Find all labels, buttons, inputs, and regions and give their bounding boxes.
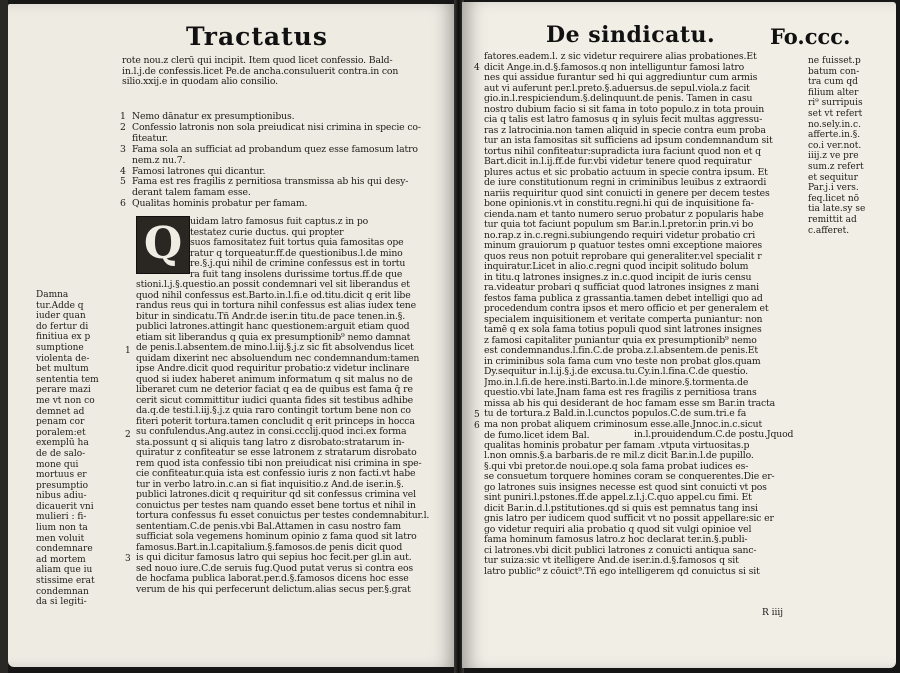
body-line: re.§.j.qui nihil de crimine confessus est in tortu: [190, 259, 406, 269]
body-line: nes qui assidue furantur sed hi qui aggrediuntur cum armis: [484, 73, 758, 83]
body-line: da.q.de testi.l.iij.§.j.z quia raro contingit tortum bene non co: [136, 406, 411, 416]
body-line: de hocfama publica laborat.per.d.§.famosos dicens hoc esse: [136, 574, 409, 584]
summary-list: [120, 112, 444, 210]
body-line: tur an ista famositas sit sufficiens ad ipsum condemnandum sit: [484, 136, 773, 146]
margin-note-line: condemnare: [36, 544, 93, 555]
body-line: tur suiza:sic vt itelligere Ãnd.de iser.in.d.§.famosos q sit: [484, 556, 739, 566]
margin-note-line: mortuus er: [36, 470, 87, 481]
body-line: questio.vbi late.Jnam fama est res fragilis z pernitiosa trans: [484, 388, 757, 398]
line-number: 6: [474, 421, 480, 431]
margin-note-line: Par.j.i vers.: [808, 183, 859, 194]
book-edge: [0, 0, 8, 673]
catchword: R iiij: [762, 608, 784, 618]
body-line: Dy.sequitur in.l.ij.§.j.de excusa.tu.Cy.in.l.fina.C.de questio.: [484, 367, 748, 377]
margin-note-line: batum con-: [808, 66, 860, 77]
body-line-numbers-2: [125, 430, 131, 441]
body-line: l.non omnis.§.a barbaris.de re mil.z dicit Bar.in.l.de pupillo.: [484, 451, 754, 461]
body-line: de iure constitutionum regni in criminibus leuibus z extraordi: [484, 178, 767, 188]
margin-note-line: mone qui: [36, 459, 79, 470]
margin-note-line: co.i ver.not.: [808, 140, 862, 151]
body-line: testatez curie ductus. qui propter: [190, 227, 344, 238]
body-line: sufficiat sola vegemens hominum opinio z fama quod sit latro: [136, 532, 417, 542]
body-line: se consuetum torquere homines coram se conquerentes.Die er-: [484, 472, 775, 482]
body-line: cia q talis est latro famosus q in syluis fecit multas aggressu-: [484, 115, 763, 125]
margin-note-line: de de salo-: [36, 448, 86, 459]
body-line: dicit Ange.in.d.§.famosos.q non intelliguntur famosi latro: [484, 62, 745, 73]
margin-note-line: tra cum qd: [808, 77, 858, 88]
body-line: famosus.Bart.in.l.capitalium.§.famosos.de penis dicit quod: [136, 542, 403, 553]
body-line: dicit Bar.in.d.l.pstitutiones.qd si quis est pemnatus tang insi: [484, 503, 758, 514]
body-line: ra fuit tang insolens durissime tortus.ff.de que: [190, 269, 403, 280]
body-line: qualitas hominis probatur per famam .vtputa virtuositas.p: [484, 440, 750, 451]
body-line: tur in verbo latro.in.c.an si fiat inquisitio.z Ãnd.de iser.in.§.: [136, 479, 404, 490]
body-line: §.qui vbi pretor.de noui.ope.q sola fama probat iudices es-: [484, 461, 749, 472]
line-number: 1: [125, 346, 131, 356]
body-line: de penis.l.absentem.de mino.l.iij.§.j.z sic fit absolvendus licet: [136, 343, 414, 353]
left-page: [8, 4, 456, 667]
margin-note-line: men voluit: [36, 533, 85, 544]
summary-text: Fama sola an sufficiat ad probandum quez esse famosum latro: [132, 144, 418, 155]
body-line-numbers: [125, 346, 131, 357]
margin-note-line: tur.Adde q: [36, 300, 84, 311]
summary-number: 6: [120, 199, 126, 210]
margin-note-line: sum.z refert: [808, 161, 864, 172]
body-line: in criminibus sola fama cum vno teste non probat glos.quam: [484, 356, 761, 367]
body-line: missa ab his qui desiderant de hoc famam esse sm Bar.in tracta: [484, 398, 776, 409]
intro-line: in.l.j.de confessis.licet Pe.de ancha.consuluerit contra.in con: [122, 66, 399, 77]
initial-letter: Q: [143, 218, 183, 269]
margin-note-line: no.sely.in.c.: [808, 119, 861, 130]
body-line: quod si iudex haberet animum informatum q sit malus no de: [136, 374, 413, 385]
summary-text: Qualitas hominis probatur per famam.: [132, 199, 308, 210]
intro-paragraph: [122, 56, 442, 88]
summary-item: [120, 123, 444, 134]
margin-note-line: set vt refert: [808, 108, 863, 119]
margin-note-line: violenta de-: [36, 353, 90, 364]
margin-note-line: aliam que iu: [36, 565, 93, 576]
right-margin-note: [808, 56, 892, 236]
summary-text: Fama est res fragilis z pernitiosa transmissa ab his qui desy-: [132, 177, 409, 188]
line-37-prefix: de fumo.licet idem Bal.: [484, 430, 590, 441]
body-line-numbers-3: [125, 554, 131, 565]
summary-text: Famosi latrones qui dicantur.: [132, 166, 266, 177]
margin-note-line: feq.licet nō: [808, 193, 860, 204]
margin-note-line: sumptione: [36, 342, 84, 353]
body-line: rem quod ista confessio tibi non preiudicat nisi crimina in spe-: [136, 458, 422, 469]
margin-note-line: bet multum: [36, 364, 89, 375]
summary-item: [120, 177, 444, 188]
body-line: tortura confessus fu esset conuictus per testes condemnabitur.l.: [136, 511, 430, 521]
body-line: bone opinionis.vt in constitu.regni.hi qui de inquisitione fa-: [484, 199, 754, 209]
body-line: fama hominum famosus latro.z hoc declarat ter.in.§.publi-: [484, 535, 748, 545]
margin-note-line: perare mazi: [36, 385, 91, 396]
body-line: specialem inquisitionem et veritate comperta puniantur: non: [484, 314, 763, 325]
right-line-numbers-2: [474, 410, 480, 421]
body-line: quod nihil confessus est.Barto.in.l.fi.e od.titu.dicit q erit libe: [136, 290, 411, 301]
body-line: in.l.prouidendum.C.de postu.Jquod: [634, 430, 794, 440]
line-number: 4: [474, 63, 480, 73]
body-line: procedendum contra ipsos et mero officio et per generalem et: [484, 304, 769, 314]
body-line: fatores.eadem.l. z sic videtur requirere alias probationes.Et: [484, 52, 757, 62]
body-line: quos reus non potuit reprobare qui generaliter.vel specialit r: [484, 251, 762, 262]
line-number: 5: [474, 410, 480, 420]
body-line: aut vi auferunt per.l.preto.§.aduersus.de sepul.viola.z facit: [484, 83, 750, 94]
body-text-beside-initial: [190, 217, 448, 280]
body-line: quidam dixerint nec absoluendum nec condemnandum:tamen: [136, 353, 420, 364]
right-running-head: De sindicatu.: [546, 22, 716, 48]
margin-note-line: ad mortem: [36, 554, 86, 565]
body-line: publici latrones.attingit hanc questionem:arguit etiam quod: [136, 322, 410, 332]
margin-note-line: poralem:et: [36, 427, 86, 438]
folio-number: Fo.ccc.: [770, 24, 851, 49]
body-line: nostro dubium facio si sit fama in toto populo.z in tota prouin: [484, 104, 765, 115]
body-line: quiratur z confiteatur se esse latronem z stratarum disrobato: [136, 448, 417, 458]
body-line: publici latrones.dicit q requiritur qd sit confessus crimina vel: [136, 490, 416, 500]
body-line: Bart.dicit in.l.ij.ff.de fur.vbi videtur tenere quod requiratur: [484, 157, 752, 167]
line-number: 2: [125, 430, 131, 440]
body-line: plures actus et sic probatio actuum in specie contra ipsum. Et: [484, 167, 768, 178]
body-line: nariis requiritur quod sint conuicti in genere per decem testes: [484, 188, 770, 199]
margin-note-line: penam cor: [36, 417, 85, 428]
body-line: ipse Andre.dicit quod requiritur probatio:z videtur inclinare: [136, 364, 410, 374]
margin-note-line: afferte.in.§.: [808, 130, 861, 141]
summary-text: fiteatur.: [132, 133, 168, 144]
body-line: stioni.l.j.§.questio.an possit condemnari vel sit liberandus et: [136, 280, 410, 290]
summary-text: Nemo dānatur ex presumptionibus.: [132, 112, 295, 122]
margin-note-line: demnet ad: [36, 406, 85, 417]
margin-note-line: iuder quan: [36, 311, 86, 322]
body-line: go videtur requiri alia probatio q quod sit vulgi opinioe vel: [484, 524, 752, 535]
right-body-text: [484, 52, 800, 577]
summary-item: [120, 156, 444, 167]
summary-item: [120, 112, 444, 123]
body-line: sta.possunt q si aliquis tang latro z disrobato:stratarum in-: [136, 437, 405, 448]
margin-note-line: sententia tem: [36, 374, 99, 385]
margin-note-line: condemnan: [36, 586, 89, 597]
summary-number: 4: [120, 166, 126, 177]
margin-note-line: me vt non co: [36, 395, 95, 406]
right-page: [462, 2, 896, 668]
body-line: su confulendus.Ang.autez in consi.ccclij.quod inci.ex forma: [136, 427, 407, 437]
margin-note-line: lium non ta: [36, 523, 88, 534]
margin-note-line: da si legiti-: [36, 597, 87, 608]
body-line: cienda.nam et tanto numero seruo probatur z popularis habe: [484, 209, 764, 220]
body-line: festos fama publica z grassantia.tamen debet intelligi quo ad: [484, 293, 763, 304]
body-line: cie confiteatur.quia ista est confessio iuris z non facti.vt habe: [136, 469, 416, 479]
summary-item: [120, 167, 444, 178]
summary-item: [120, 145, 444, 156]
margin-note-line: nibus adiu-: [36, 491, 87, 502]
margin-note-line: ne fuisset.p: [808, 56, 861, 66]
margin-note-line: filium alter: [808, 87, 859, 98]
body-line: ratur q torqueatur.ff.de questionibus.l.de mino: [190, 248, 403, 259]
body-line: Jmo.in.l.fi.de here.insti.Barto.in.l.de minore.§.tormenta.de: [484, 377, 749, 388]
body-line: sed nouo iure.C.de seruis fug.Quod putat verus si contra eos: [136, 563, 414, 574]
summary-item: [120, 134, 444, 145]
body-line: sententiam.C.de penis.vbi Bal.Attamen in casu nostro fam: [136, 521, 401, 532]
margin-note-line: mulieri : fi-: [36, 512, 87, 523]
summary-text: derant talem famam esse.: [132, 188, 251, 199]
body-line: tortus nihil confiteatur:supradicta iura faciunt quod non et q: [484, 146, 761, 157]
body-line: bitur in sindicatu.Tñ Andr.de iser.in titu.de pace tenen.in.§.: [136, 311, 406, 322]
line-number: 3: [125, 554, 131, 564]
body-line: no.rap.z in.c.regni.subiungendo requiri videtur probatio cri: [484, 230, 756, 241]
body-line: tur quia tot faciunt populum sm Bar.in.l.pretor.in prin.vi bo: [484, 220, 754, 230]
body-line: gnis latro per iudicem quod sufficit vt no possit appellare:sic er: [484, 514, 774, 524]
body-line: uidam latro famosus fuit captus.z in po: [190, 217, 369, 227]
margin-note-line: tia late.sy se: [808, 204, 866, 215]
margin-note-line: ri⁹ surripuis: [808, 98, 863, 109]
body-line: z famosi capitaliter puniantur quia ex presumptionib⁹ nemo: [484, 335, 757, 346]
left-margin-note: [36, 290, 120, 608]
margin-note-line: remittit ad: [808, 214, 857, 225]
body-line: est condemnandus.l.fin.C.de proba.z.l.absentem.de penis.Et: [484, 346, 758, 356]
summary-number: 5: [120, 177, 126, 188]
body-line: suos famositatez fuit tortus quia famositas ope: [190, 238, 404, 248]
body-line: minum grauiorum p quatuor testes omni exceptione maiores: [484, 241, 763, 251]
body-line: fiteri poterit tortura.tamen concludit q erit princeps in hocca: [136, 416, 415, 427]
body-line: tamē q ex sola fama totius populi quod sint latrones insignes: [484, 325, 762, 335]
body-line: conuictus per testes nam quando esset bene tortus et nihil in: [136, 500, 416, 511]
body-line: inquiratur.Licet in alio.c.regni quod incipit solitudo bolum: [484, 262, 749, 272]
right-line-numbers: [474, 63, 480, 74]
intro-line: silio.xxij.e in quodam alio consilio.: [122, 77, 278, 87]
right-line-numbers-3: [474, 421, 480, 432]
body-line: randus reus qui in tortura nihil confessus est alias iudex tene: [136, 301, 416, 311]
margin-note-line: finitiua ex p: [36, 332, 91, 343]
body-line: ras z latrocinia.non tamen aliquid in specie contra eum proba: [484, 125, 766, 136]
body-line: cerit sicut committitur iudici quanta fides sit testibus adhibe: [136, 395, 414, 406]
margin-note-line: dicauerit vni: [36, 501, 94, 512]
margin-note-line: presumptio: [36, 480, 89, 491]
body-line: tu de tortura.z Bald.in.l.cunctos populos.C.de sum.tri.e fa: [484, 409, 747, 419]
body-line: in titu.q latrones insignes.z in.c.quod incipit de iuris censu: [484, 272, 752, 283]
decorated-initial: [136, 216, 190, 274]
margin-note-line: Damna: [36, 290, 69, 300]
body-line: gio.in.l.respiciendum.§.delinquunt.de penis. Tamen in casu: [484, 94, 753, 104]
summary-text: Confessio latronis non sola preiudicat nisi crimina in specie co-: [132, 122, 421, 133]
summary-number: 1: [120, 112, 126, 122]
summary-item: [120, 199, 444, 210]
summary-number: 2: [120, 122, 126, 133]
summary-text: nem.z nu.7.: [132, 155, 186, 166]
margin-note-line: stissime erat: [36, 576, 95, 587]
body-line: liberaret cum ne deterior faciat q ea de quibus est fama q̄ re: [136, 385, 413, 395]
body-line: is qui dicitur famosus latro qui sepius hoc fecit.per gl.in aut.: [136, 553, 412, 563]
margin-note-line: c.afferet.: [808, 225, 850, 236]
left-running-head: Tractatus: [186, 22, 328, 51]
body-line: verum de his qui perfecerunt delictum.alias secus per.§.grat: [136, 584, 411, 595]
body-line: go latrones suis insignes necesse est quod sint conuicti vt pos: [484, 482, 767, 493]
summary-number: 3: [120, 144, 126, 155]
margin-note-line: exemplū ha: [36, 438, 89, 449]
body-line: ma non probat aliquem criminosum esse.alle.Jnnoc.in.c.sicut: [484, 419, 763, 430]
body-line: etiam sit liberandus q quia ex presumptionib⁹ nemo damnat: [136, 332, 411, 343]
body-line: ci latrones.vbi dicit publici latrones z conuicti antiqua sanc-: [484, 545, 757, 556]
margin-note-line: et sequitur: [808, 172, 858, 183]
summary-item: [120, 188, 444, 199]
body-text-main: [136, 280, 450, 595]
margin-note-line: do fertur di: [36, 321, 89, 332]
margin-note-line: iiij.z ve pre: [808, 151, 859, 162]
body-line: sint puniri.l.pstones.ff.de appel.z.l.j.C.quo appel.cu fimi. Et: [484, 493, 752, 503]
intro-line: rote nou.z clerū qui incipit. Item quod licet confessio. Bald-: [122, 56, 393, 66]
body-line: latro public⁹ z cōuict⁹.Tñ ego intelligerem qd conuictus si sit: [484, 566, 760, 577]
body-line: ra.videatur probari q sufficiat quod latrones insignes z mani: [484, 283, 759, 293]
